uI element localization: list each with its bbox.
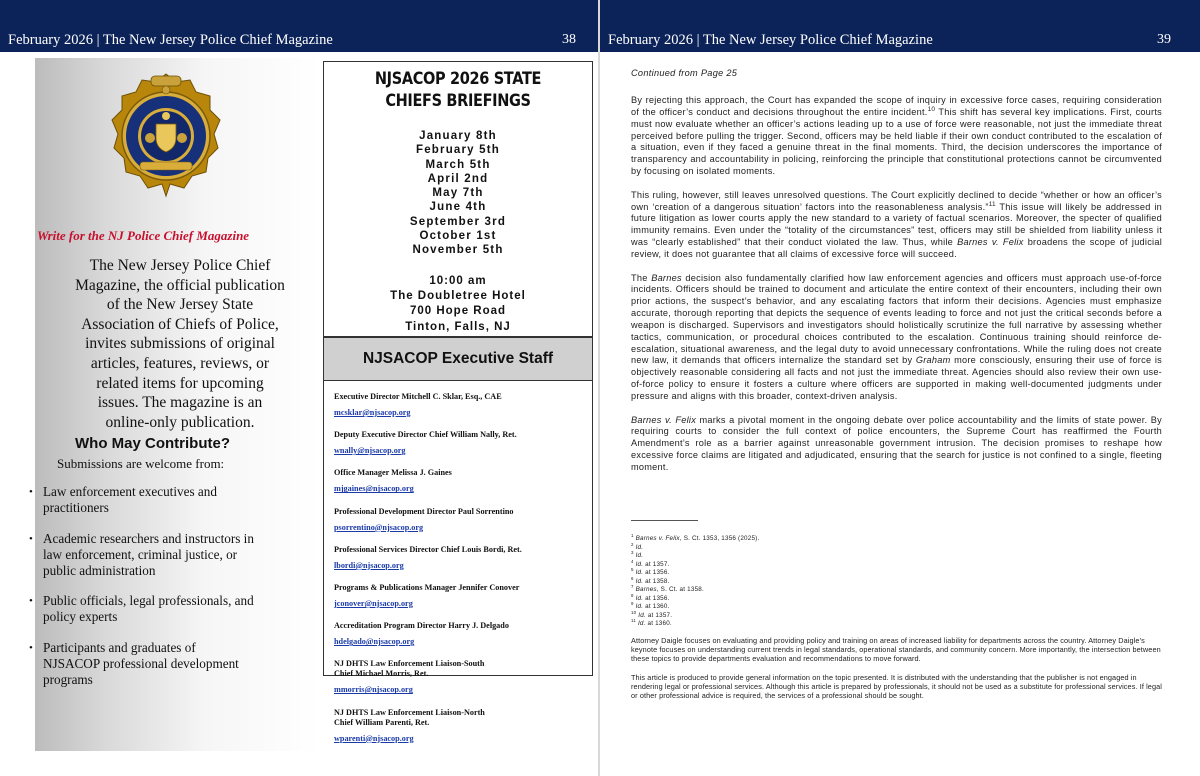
text-run: This shift has several key implications. First, courts must now evaluate whether an officer’s actions leading up to a use of force were reasonable, not just the immediate threat perceived before pulling the trigger. Second, officers may be held liable if their own conduct contributed to the escalation of a situation, even if they faced a genuine threat in the final moments. Third, the decision underscores the importance of transparency and accountability in policing, reinforcing the principle that constitutional protections cannot be circumvented by focusing on isolated moments. bbox=[631, 106, 1162, 177]
briefing-date: February 5th bbox=[415, 144, 501, 157]
staff-role: Professional Development Director Paul Sorrentino bbox=[334, 506, 514, 516]
staff-role: Professional Services Director Chief Louis Bordi, Ret. bbox=[334, 544, 522, 554]
italic-text: Id. bbox=[635, 569, 644, 576]
briefing-date: April 2nd bbox=[427, 172, 489, 185]
italic-text: Id. bbox=[637, 620, 646, 627]
staff-role: NJ DHTS Law Enforcement Liaison-North bbox=[334, 707, 485, 717]
submissions-welcome-text: Submissions are welcome from: bbox=[57, 456, 225, 471]
text-run: This ruling, however, still leaves unresolved questions. The Court explicitly declined to decide “whether or how an officer’s own ‘creation of a dangerous situation’ factors into the reasonableness analysis.” bbox=[631, 189, 1162, 212]
staff-entry bbox=[334, 659, 592, 697]
footnote-marker: 7 bbox=[631, 583, 634, 589]
contributor-list bbox=[0, 484, 320, 702]
page-header bbox=[600, 0, 1200, 52]
page-number: 38 bbox=[562, 32, 576, 47]
footnote-marker: 10 bbox=[631, 609, 637, 615]
italic-text: Id. bbox=[635, 552, 644, 559]
staff-entry bbox=[334, 621, 592, 649]
staff-entry bbox=[334, 545, 592, 573]
staff-email-link[interactable]: hdelgado@njsacop.org bbox=[334, 637, 415, 647]
footnote-marker: 11 bbox=[988, 200, 996, 208]
executive-staff-list bbox=[323, 380, 593, 743]
text-run: , S. Ct. 1353, 1356 (2025). bbox=[679, 535, 760, 542]
briefing-date: June 4th bbox=[429, 201, 487, 214]
staff-role: Programs & Publications Manager Jennifer Conover bbox=[334, 582, 520, 592]
staff-email-link[interactable]: mmorris@njsacop.org bbox=[334, 685, 413, 695]
italic-text: Barnes v. Felix bbox=[957, 237, 1024, 248]
staff-role: Executive Director Mitchell C. Sklar, Esq., CAE bbox=[334, 392, 502, 401]
list-item bbox=[0, 593, 320, 625]
footnote-marker: 11 bbox=[631, 617, 636, 623]
staff-entry bbox=[334, 507, 592, 535]
text-run: broadens the scope of judicial review, it does not guarantee that all claims of excessive force will succeed. bbox=[631, 237, 1162, 259]
author-bio bbox=[631, 636, 1164, 709]
list-item-line: Public officials, legal professionals, and bbox=[43, 593, 254, 608]
list-item-line: policy experts bbox=[43, 609, 118, 624]
list-item-line: law enforcement, criminal justice, or bbox=[43, 546, 238, 562]
write-for-magazine-heading: Write for the NJ Police Chief Magazine bbox=[37, 228, 250, 243]
list-item-line: Law enforcement executives and bbox=[43, 484, 217, 499]
staff-role: NJ DHTS Law Enforcement Liaison-South bbox=[334, 659, 485, 669]
article-body bbox=[631, 95, 1162, 486]
text-run: marks a pivotal moment in the ongoing debate over police accountability and the limits of state power. By requiring courts to consider the full context of police encounters, the Supreme Court has reaffirmed the Fourth Amendment’s role as a barrier against unreasonable government intrusion. The decision promises to reshape how excessive force claims are litigated and adjudicated, ensuring that the search for justice is not confined to a single, fleeting moment. bbox=[631, 414, 1162, 473]
footnote-marker: 1 bbox=[631, 532, 634, 538]
list-item bbox=[0, 484, 320, 516]
bullet-icon: • bbox=[29, 532, 33, 545]
footnote-marker: 10 bbox=[927, 105, 936, 113]
footnote bbox=[631, 575, 759, 587]
staff-email-link[interactable]: mjgaines@njsacop.org bbox=[334, 484, 414, 494]
briefings-title-line: CHIEFS BRIEFINGS bbox=[385, 91, 531, 110]
italic-text: Barnes bbox=[635, 586, 657, 593]
briefing-date: March 5th bbox=[425, 158, 491, 171]
briefing-date: September 3rd bbox=[409, 215, 507, 228]
footnotes bbox=[631, 532, 760, 629]
italic-text: Barnes v. Felix bbox=[635, 535, 680, 542]
footnote-marker: 6 bbox=[631, 575, 634, 581]
text-run: at 1360. bbox=[643, 603, 670, 610]
intro-line: Association of Chiefs of Police, bbox=[81, 315, 279, 333]
text-run: By rejecting this approach, the Court has expanded the scope of inquiry in excessive force cases, requiring consideration of the officer’s conduct and decisions throughout the entire incident. bbox=[631, 95, 1162, 117]
staff-email-link[interactable]: jconover@njsacop.org bbox=[334, 598, 413, 608]
text-run: at 1357. bbox=[645, 611, 673, 619]
briefing-city: Tinton, Falls, NJ bbox=[405, 320, 511, 333]
text-run: more consciously, ensuring their use of force is objectively reasonable considering all facts and not just the immediate threat. Agencies should also review their own use-of-force policy to ensure it fosters a culture where officers are supported in making well-documented judgments under pressure and aligns with this broader, context-driven analysis. bbox=[631, 355, 1162, 401]
briefing-date: October 1st bbox=[419, 230, 497, 243]
article-paragraph bbox=[631, 415, 1162, 474]
list-item-line: NJSACOP professional development bbox=[43, 655, 239, 671]
footnote bbox=[631, 541, 759, 553]
list-item-line: public administration bbox=[43, 562, 156, 578]
briefing-time: 10:00 am bbox=[429, 275, 487, 287]
staff-email-link[interactable]: wparenti@njsacop.org bbox=[334, 733, 414, 743]
intro-line: online-only publication. bbox=[105, 413, 255, 431]
briefing-date: November 5th bbox=[412, 244, 504, 257]
italic-text: Id. bbox=[635, 543, 644, 551]
intro-line: invites submissions of original bbox=[85, 335, 275, 353]
text-run: decision also fundamentally clarified how law enforcement agencies and officers must approach use-of-force incidents. Officers should be trained to document and articulate the entire context of their encounters, including their own prior actions, the suspect’s behavior, and any escalating factors that inform their decisions. Agencies must emphasize accurate, thorough reporting that depicts the sequence of events leading to force and not just the critical seconds before a weapon is discharged. Supervisors and investigators should holistically scrutinize the full narrative by assessing whether tactics, communication, or procedural choices contributed to the escalation. Continuous training should reinforce de-escalation, situational awareness, and the legal duty to avoid unnecessary confrontations. While the ruling does not create new law, it demands that officers internalize the standard set by bbox=[631, 272, 1163, 366]
intro-line: issues. The magazine is an bbox=[97, 394, 263, 412]
bullet-icon: • bbox=[29, 486, 33, 498]
italic-text: Id. bbox=[638, 611, 646, 619]
footnote-marker: 2 bbox=[631, 541, 634, 547]
italic-text: Id. bbox=[635, 594, 644, 602]
italic-text: Barnes bbox=[651, 272, 682, 283]
list-item-line: practitioners bbox=[43, 500, 109, 515]
staff-entry bbox=[334, 392, 592, 420]
staff-email-link[interactable]: wnally@njsacop.org bbox=[334, 446, 406, 456]
executive-staff-heading: NJSACOP Executive Staff bbox=[323, 337, 593, 381]
article-paragraph bbox=[631, 273, 1162, 403]
staff-email-link[interactable]: psorrentino@njsacop.org bbox=[334, 522, 424, 532]
submission-intro bbox=[55, 256, 305, 432]
italic-text: Graham bbox=[915, 355, 951, 366]
who-may-contribute-heading: Who May Contribute? bbox=[75, 435, 230, 452]
header-title: February 2026 | The New Jersey Police Chief Magazine bbox=[8, 32, 333, 48]
staff-entry bbox=[334, 468, 592, 496]
briefing-hotel: The Doubletree Hotel bbox=[390, 290, 526, 303]
staff-role: Chief William Parenti, Ret. bbox=[334, 717, 430, 727]
intro-line: Magazine, the official publication bbox=[75, 276, 285, 294]
list-item bbox=[0, 640, 320, 688]
intro-line: related items for upcoming bbox=[96, 374, 264, 392]
text-run: , S. Ct. at 1358. bbox=[656, 586, 704, 593]
italic-text: Id. bbox=[635, 560, 644, 568]
intro-line: articles, features, reviews, or bbox=[90, 354, 270, 372]
intro-line: of the New Jersey State bbox=[106, 296, 254, 314]
briefing-date: May 7th bbox=[432, 187, 484, 200]
briefings-title-line: NJSACOP 2026 STATE bbox=[374, 69, 542, 88]
police-chiefs-seal-icon bbox=[110, 72, 222, 200]
staff-role: Deputy Executive Director Chief William Nally, Ret. bbox=[334, 430, 517, 440]
italic-text: Id. bbox=[635, 603, 644, 610]
intro-line: The New Jersey Police Chief bbox=[89, 257, 271, 274]
list-item-line: Academic researchers and instructors in bbox=[43, 530, 254, 546]
page-number: 39 bbox=[1157, 32, 1171, 47]
footnote-marker: 8 bbox=[631, 592, 634, 598]
briefing-address: 700 Hope Road bbox=[409, 305, 507, 318]
header-title: February 2026 | The New Jersey Police Chief Magazine bbox=[608, 32, 933, 48]
footnote bbox=[631, 558, 759, 570]
bio-text: Attorney Daigle focuses on evaluating and providing policy and training on areas of increased liability for departments across the country. Attorney Daigle’s keynote focuses on understanding current trends in legal standards, operational standards, and community concern. More importantly, the intersection between these topics to provide departments evaluation and recommendations to move forward. bbox=[631, 636, 1161, 664]
continued-note: Continued from Page 25 bbox=[631, 68, 738, 78]
briefing-dates bbox=[323, 129, 593, 258]
staff-email-link[interactable]: mcsklar@njsacop.org bbox=[334, 408, 411, 417]
article-paragraph bbox=[631, 95, 1162, 178]
article-paragraph bbox=[631, 190, 1162, 261]
text-run: at 1360. bbox=[645, 620, 672, 627]
staff-role: Office Manager Melissa J. Gaines bbox=[334, 468, 452, 478]
text-run: at 1358. bbox=[643, 577, 670, 585]
text-run: at 1356. bbox=[643, 569, 670, 576]
footnote-marker: 3 bbox=[631, 549, 634, 555]
staff-role: Accreditation Program Director Harry J. Delgado bbox=[334, 621, 509, 631]
footnote-marker: 4 bbox=[631, 558, 634, 564]
footnote-marker: 5 bbox=[631, 566, 634, 572]
footnote-marker: 9 bbox=[631, 600, 634, 606]
list-item-line: Participants and graduates of bbox=[43, 639, 196, 655]
footnote-divider bbox=[631, 520, 698, 521]
list-item-line: programs bbox=[43, 671, 93, 687]
disclaimer-text: This article is produced to provide general information on the topic presented. It is distributed with the understanding that the publisher is not engaged in rendering legal or professional services. Although this article is prepared by professionals, it should not be used as a substitute for professional services. If legal or other professional advice is required, the services of a professional should be sought. bbox=[631, 672, 1163, 701]
italic-text: Id. bbox=[635, 577, 644, 585]
briefing-venue bbox=[323, 274, 593, 335]
briefing-date: January 8th bbox=[419, 130, 497, 142]
list-item bbox=[0, 531, 320, 579]
footnote bbox=[631, 592, 759, 604]
staff-entry bbox=[334, 708, 592, 746]
text-run: The bbox=[631, 272, 652, 283]
staff-entry bbox=[334, 430, 592, 458]
italic-text: Barnes v. Felix bbox=[631, 414, 697, 425]
staff-entry bbox=[334, 583, 592, 611]
staff-role: Chief Michael Morris, Ret. bbox=[334, 669, 429, 679]
bullet-icon: • bbox=[29, 595, 33, 607]
staff-email-link[interactable]: lbordi@njsacop.org bbox=[334, 560, 404, 570]
briefings-title bbox=[340, 68, 576, 112]
text-run: at 1357. bbox=[643, 560, 670, 568]
footnote bbox=[631, 609, 759, 621]
bullet-icon: • bbox=[29, 641, 33, 654]
text-run: This issue will likely be addressed in future litigation as lower courts apply the new standard to a variety of factual scenarios. Moreover, the specter of qualified immunity remains. Even under the “totality of the circumstances” test, officers may still be shielded from liability unless it was “clearly established” that their conduct violated the law. Thus, while bbox=[631, 201, 1162, 248]
page-header bbox=[0, 0, 598, 52]
text-run: at 1356. bbox=[643, 594, 670, 602]
footnote bbox=[631, 617, 759, 629]
